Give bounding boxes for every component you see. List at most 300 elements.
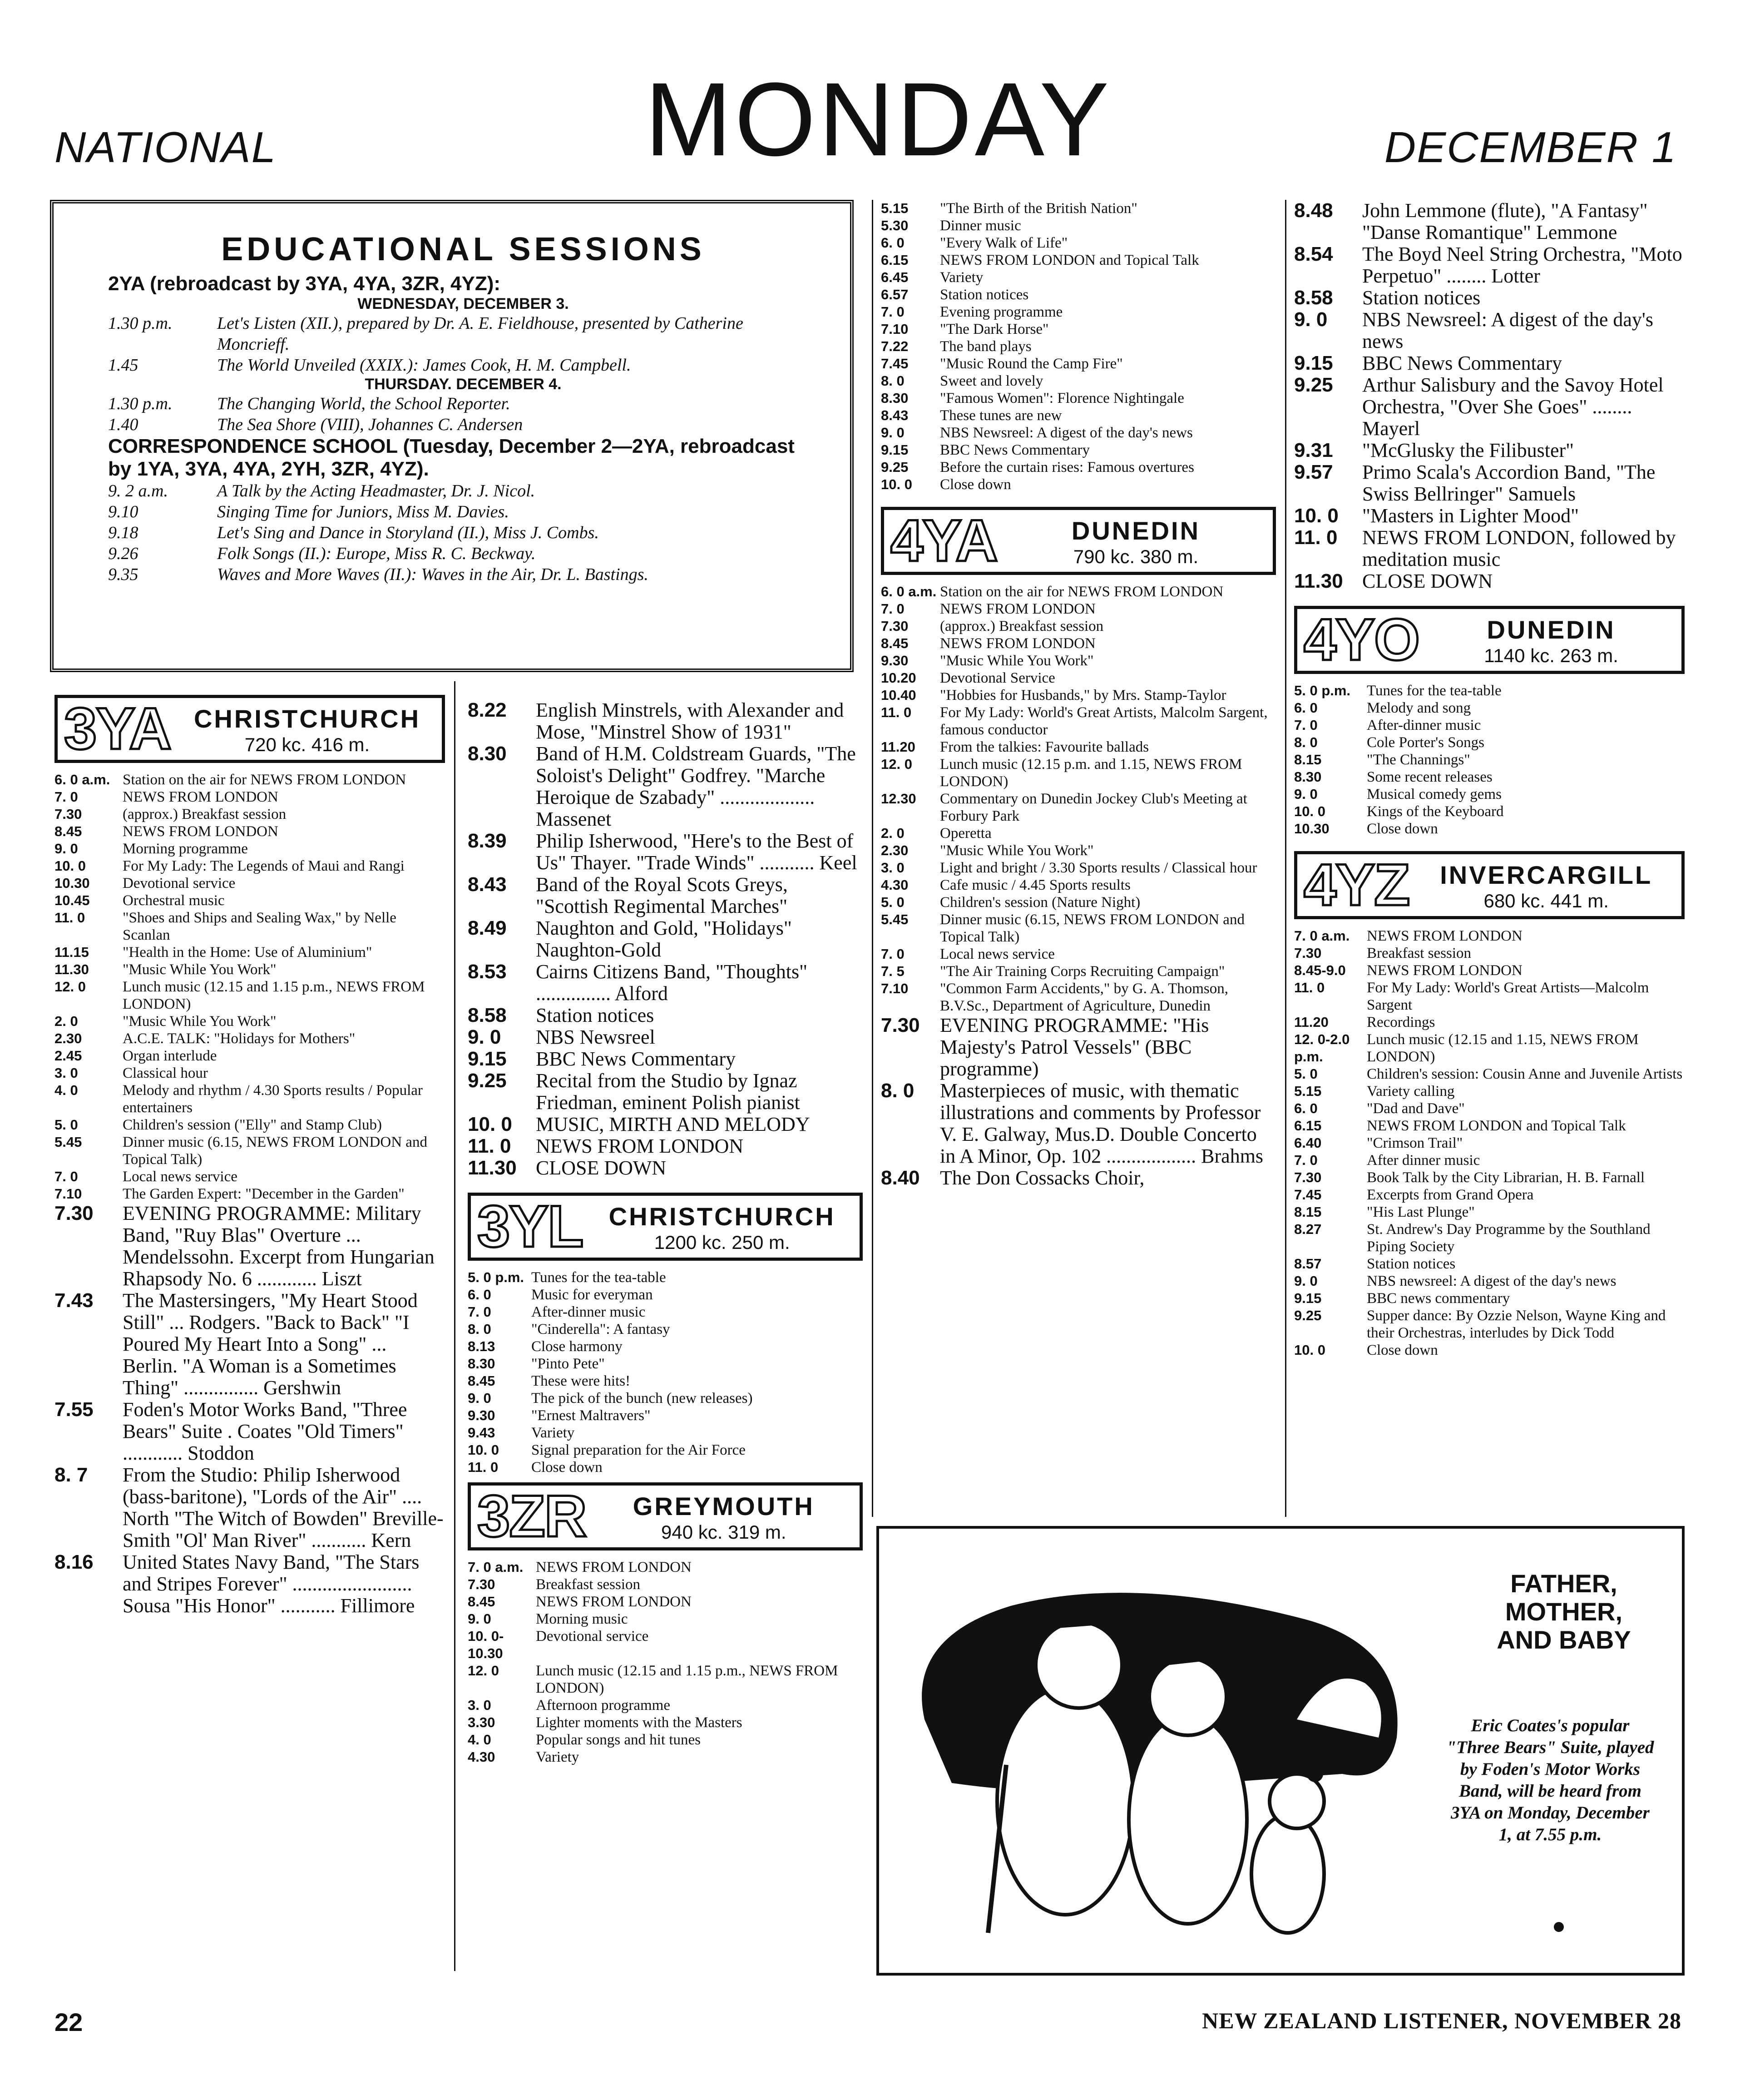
baby-bear-body: [1251, 1815, 1324, 1933]
programme-description: The World Unveiled (XXIX.): James Cook, H. M. Campbell.: [217, 356, 631, 375]
schedule-row: [881, 859, 1276, 877]
schedule-row: [468, 1286, 863, 1303]
time-slot: 9. 2 a.m.: [108, 481, 168, 500]
schedule-row: [468, 1321, 863, 1338]
programme-description: Local news service: [123, 1169, 237, 1185]
programme-description: Band of the Royal Scots Greys, "Scottish Regimental Marches": [536, 873, 788, 917]
programme-description: Commentary on Dunedin Jockey Club's Meeting at Forbury Park: [940, 791, 1247, 824]
programme-description: "Common Farm Accidents," by G. A. Thomson, B.V.Sc., Department of Agriculture, Dunedin: [940, 981, 1228, 1014]
time-slot: 8. 0: [881, 1080, 915, 1102]
programme-description: CLOSE DOWN: [1362, 570, 1493, 592]
programme-description: NBS Newsreel: A digest of the day's news: [1362, 308, 1653, 352]
programme-description: "The Birth of the British Nation": [940, 200, 1137, 217]
station-header-3zr: [468, 1482, 863, 1550]
region-label: NATIONAL: [54, 123, 277, 172]
station-city: CHRISTCHURCH: [608, 1202, 835, 1231]
time-slot: 5.15: [881, 200, 909, 216]
time-slot: 1.30 p.m.: [108, 394, 173, 413]
programme-description: Afternoon programme: [536, 1697, 670, 1714]
schedule-row: [881, 200, 1276, 217]
station-city: CHRISTCHURCH: [193, 704, 421, 733]
time-slot: 10.20: [881, 670, 916, 686]
programme-description: The Mastersingers, "My Heart Stood Still" ... Rodgers. "Back to Back" "I Poured My Heart Into a Song" ... Berlin. "A Woman is a Sometimes Thing" ............... Gershwin: [123, 1289, 418, 1399]
schedule-list-4yz: [1294, 927, 1685, 1359]
schedule-row: [1294, 962, 1685, 979]
programme-description: "The Air Training Corps Recruiting Campaign": [940, 963, 1225, 980]
time-slot: 7.30: [54, 1202, 94, 1224]
time-slot: 1.40: [108, 415, 138, 434]
time-slot: 5.45: [54, 1134, 82, 1150]
schedule-row: [54, 1134, 445, 1168]
column-rule: [454, 681, 455, 1971]
schedule-list-3yl: [468, 1269, 863, 1476]
schedule-row: [108, 480, 818, 501]
programme-description: Orchestral music: [123, 892, 225, 909]
schedule-row: [1294, 1290, 1685, 1307]
schedule-row: [468, 1441, 863, 1459]
programme-description: Dinner music (6.15, NEWS FROM LONDON and Topical Talk): [940, 911, 1245, 945]
time-slot: 10. 0-10.30: [468, 1628, 504, 1661]
schedule-row: [1294, 374, 1685, 440]
time-slot: 5. 0: [1294, 1066, 1318, 1082]
time-slot: 8.57: [1294, 1256, 1322, 1272]
programme-description: Breakfast session: [536, 1576, 641, 1593]
advert-text: Eric Coates's popular "Three Bears" Suite, played by Foden's Motor Works Band, will be heard from 3YA on Monday, December 1, at 7.55 p.m.: [1446, 1716, 1654, 1844]
time-slot: 2.30: [881, 842, 909, 858]
schedule-row: [881, 618, 1276, 635]
programme-description: Melody and song: [1367, 700, 1471, 716]
time-slot: 9.25: [881, 459, 909, 475]
schedule-row: [881, 338, 1276, 355]
schedule-row: [54, 857, 445, 875]
time-slot: 8.40: [881, 1167, 920, 1189]
programme-description: Popular songs and hit tunes: [536, 1732, 701, 1748]
schedule-row: [1294, 527, 1685, 570]
schedule-row: [1294, 717, 1685, 734]
programme-description: EVENING PROGRAMME: Military Band, "Ruy Blas" Overture ... Mendelssohn. Excerpt from Hungarian Rhapsody No. 6 ............ Liszt: [123, 1202, 435, 1290]
programme-description: Close harmony: [531, 1338, 623, 1355]
time-slot: 4.30: [468, 1749, 495, 1765]
time-slot: 9. 0: [1294, 308, 1328, 331]
station-city: INVERCARGILL: [1440, 861, 1653, 889]
time-slot: 8. 0: [881, 373, 905, 389]
time-slot: 8.49: [468, 917, 507, 939]
programme-description: Foden's Motor Works Band, "Three Bears" Suite . Coates "Old Timers" ............ Stoddon: [123, 1398, 407, 1464]
station-frequency: 1200 kc. 250 m.: [654, 1232, 790, 1253]
programme-description: "Music While You Work": [940, 653, 1094, 669]
programme-description: Operetta: [940, 825, 992, 842]
time-slot: 10. 0: [468, 1113, 512, 1135]
programme-description: (approx.) Breakfast session: [123, 806, 287, 822]
publication-footer: NEW ZEALAND LISTENER, NOVEMBER 28: [1202, 2008, 1681, 2033]
schedule-row: [1294, 287, 1685, 309]
schedule-row: [881, 790, 1276, 825]
station-logo: 4YA: [890, 507, 997, 574]
schedule-row: [468, 961, 863, 1005]
time-slot: 9. 0: [468, 1611, 491, 1627]
programme-description: Close down: [531, 1459, 603, 1476]
time-slot: 7. 0: [468, 1304, 491, 1320]
schedule-list-3zr: [468, 1559, 863, 1766]
schedule-row: [881, 1167, 1276, 1189]
programme-description: "Crimson Trail": [1367, 1135, 1463, 1151]
schedule-row: [881, 303, 1276, 321]
programme-description: NEWS FROM LONDON: [1367, 928, 1523, 944]
schedule-row: [1294, 1273, 1685, 1290]
programme-description: For My Lady: World's Great Artists—Malcolm Sargent: [1367, 980, 1649, 1013]
time-slot: 7. 0: [881, 601, 905, 617]
station-city: GREYMOUTH: [633, 1492, 815, 1521]
schedule-row: [468, 1697, 863, 1714]
schedule-row: [881, 252, 1276, 269]
programme-description: Morning music: [536, 1611, 628, 1627]
mother-bear-body: [1129, 1715, 1247, 1924]
schedule-row: [468, 1731, 863, 1748]
time-slot: 6. 0: [1294, 700, 1318, 716]
schedule-list-4yo: [1294, 682, 1685, 837]
schedule-row: [468, 1610, 863, 1628]
time-slot: 10. 0: [1294, 1342, 1325, 1358]
schedule-row: [468, 1424, 863, 1441]
three-bears-illustration: [897, 1547, 1419, 1956]
schedule-list-3ya-evening: [54, 1203, 445, 1617]
schedule-row: [54, 1013, 445, 1030]
time-slot: 7.30: [881, 618, 909, 634]
schedule-row: [1294, 1117, 1685, 1134]
schedule-row: [1294, 1169, 1685, 1186]
schedule-row: [881, 269, 1276, 286]
programme-description: Excerpts from Grand Opera: [1367, 1187, 1534, 1203]
advert-title: FATHER, MOTHER, AND BABY: [1497, 1569, 1631, 1654]
schedule-row: [1294, 979, 1685, 1014]
time-slot: 3.30: [468, 1714, 495, 1730]
schedule-row: [468, 1269, 863, 1286]
programme-description: BBC News Commentary: [536, 1048, 736, 1070]
schedule-list-3ya-cont: [468, 699, 863, 1179]
time-slot: 11.20: [1294, 1014, 1329, 1030]
programme-description: Recordings: [1367, 1014, 1435, 1030]
time-slot: 8.27: [1294, 1221, 1322, 1237]
time-slot: 11.15: [54, 944, 89, 960]
schedule-row: [881, 286, 1276, 303]
schedule-row: [1294, 682, 1685, 699]
programme-description: Before the curtain rises: Famous overtures: [940, 459, 1194, 475]
programme-description: NEWS FROM LONDON: [940, 601, 1096, 617]
time-slot: 8.30: [1294, 769, 1322, 785]
time-slot: 8.45-9.0: [1294, 962, 1346, 978]
programme-description: Melody and rhythm / 4.30 Sports results / Popular entertainers: [123, 1082, 423, 1116]
schedule-row: [881, 963, 1276, 980]
station-logo: 3YA: [64, 695, 171, 762]
programme-description: Children's session ("Elly" and Stamp Club): [123, 1117, 382, 1133]
programme-description: John Lemmone (flute), "A Fantasy" "Danse Romantique" Lemmone: [1362, 199, 1648, 243]
programme-description: "Music While You Work": [123, 1013, 277, 1030]
time-slot: 7.10: [881, 321, 909, 337]
programme-description: St. Andrew's Day Programme by the Southland Piping Society: [1367, 1221, 1651, 1255]
programme-description: Music for everyman: [531, 1287, 653, 1303]
baby-bear-head: [1270, 1774, 1324, 1828]
schedule-row: [108, 522, 818, 543]
time-slot: 6. 0: [881, 235, 905, 251]
time-slot: 7.10: [54, 1186, 82, 1202]
schedule-row: [54, 823, 445, 840]
station-frequency: 790 kc. 380 m.: [1073, 546, 1199, 567]
programme-description: Station on the air for NEWS FROM LONDON: [940, 584, 1224, 600]
programme-description: "The Channings": [1367, 752, 1470, 768]
programme-description: Cole Porter's Songs: [1367, 734, 1484, 751]
schedule-row: [881, 894, 1276, 911]
schedule-row: [54, 1551, 445, 1617]
schedule-row: [1294, 1152, 1685, 1169]
time-slot: 8.15: [1294, 752, 1322, 768]
schedule-row: [54, 961, 445, 978]
programme-description: Dinner music (6.15, NEWS FROM LONDON and Topical Talk): [123, 1134, 427, 1168]
time-slot: 9. 0: [1294, 1273, 1318, 1289]
correspondence-heading: CORRESPONDENCE SCHOOL (Tuesday, December 2—2YA, rebroadcast by 1YA, 3YA, 4YA, 2YH, 3ZR, 4YZ).: [108, 435, 795, 480]
column-3ya: [54, 690, 445, 1617]
time-slot: 9.31: [1294, 439, 1333, 461]
schedule-row: [1294, 1204, 1685, 1221]
time-slot: 12. 0-2.0 p.m.: [1294, 1031, 1350, 1065]
schedule-row: [1294, 1100, 1685, 1117]
programme-description: "McGlusky the Filibuster": [1362, 439, 1574, 461]
time-slot: 5. 0 p.m.: [468, 1269, 524, 1285]
schedule-list-3ya: [54, 771, 445, 1203]
schedule-row: [881, 635, 1276, 652]
schedule-row: [1294, 505, 1685, 527]
programme-description: Tunes for the tea-table: [531, 1269, 666, 1286]
programme-description: These tunes are new: [940, 407, 1062, 424]
schedule-row: [881, 441, 1276, 459]
time-slot: 8.53: [468, 961, 507, 983]
schedule-row: [468, 743, 863, 830]
programme-description: Station on the air for NEWS FROM LONDON: [123, 772, 406, 788]
time-slot: 4. 0: [54, 1082, 78, 1098]
programme-description: Waves and More Waves (II.): Waves in the Air, Dr. L. Bastings.: [217, 565, 648, 584]
time-slot: 10.45: [54, 892, 90, 908]
time-slot: 7.22: [881, 338, 909, 354]
time-slot: 9.26: [108, 544, 138, 563]
schedule-row: [1294, 1186, 1685, 1204]
time-slot: 8.45: [54, 823, 82, 839]
time-slot: 7. 0 a.m.: [468, 1559, 524, 1575]
programme-description: Station notices: [536, 1004, 654, 1026]
time-slot: 9. 0: [881, 425, 905, 441]
programme-description: A Talk by the Acting Headmaster, Dr. J. Nicol.: [217, 481, 535, 500]
time-slot: 5.15: [1294, 1083, 1322, 1099]
schedule-row: [1294, 699, 1685, 717]
programme-description: Some recent releases: [1367, 769, 1493, 785]
programme-description: Lunch music (12.15 p.m. and 1.15, NEWS FROM LONDON): [940, 756, 1242, 790]
programme-description: After-dinner music: [531, 1304, 646, 1320]
programme-description: BBC News Commentary: [940, 442, 1090, 458]
programme-description: Close down: [940, 476, 1011, 493]
programme-description: The Changing World, the School Reporter.: [217, 394, 510, 413]
programme-description: Kings of the Keyboard: [1367, 803, 1504, 820]
educational-subheading: 2YA (rebroadcast by 3YA, 4YA, 3ZR, 4YZ):: [108, 272, 501, 295]
column-rule: [1285, 200, 1286, 1517]
time-slot: 7.30: [54, 806, 82, 822]
time-slot: 9. 0: [468, 1026, 501, 1048]
programme-description: Station notices: [1367, 1256, 1456, 1272]
programme-description: NEWS FROM LONDON: [536, 1594, 692, 1610]
time-slot: 6. 0: [1294, 1100, 1318, 1116]
father-bear-head: [1036, 1622, 1122, 1708]
schedule-row: [1294, 751, 1685, 768]
time-slot: 8. 0: [1294, 734, 1318, 750]
schedule-row: [54, 892, 445, 909]
schedule-row: [881, 825, 1276, 842]
programme-description: Philip Isherwood, "Here's to the Best of Us" Thayer. "Trade Winds" ........... Keel: [536, 830, 857, 874]
time-slot: 9.35: [108, 565, 138, 584]
schedule-row: [1294, 309, 1685, 352]
time-slot: 6.57: [881, 287, 909, 302]
time-slot: 7.55: [54, 1398, 94, 1421]
programme-description: Evening programme: [940, 304, 1063, 320]
programme-description: NEWS FROM LONDON: [536, 1559, 692, 1575]
schedule-row: [1294, 1221, 1685, 1255]
programme-description: Cairns Citizens Band, "Thoughts" ............... Alford: [536, 961, 808, 1005]
time-slot: 7.10: [881, 981, 909, 996]
programme-description: NBS Newsreel: A digest of the day's news: [940, 425, 1193, 441]
schedule-row: [1294, 440, 1685, 461]
time-slot: 6.40: [1294, 1135, 1322, 1151]
time-slot: 6.45: [881, 269, 909, 285]
programme-description: NEWS FROM LONDON: [940, 635, 1096, 652]
schedule-row: [881, 1015, 1276, 1080]
schedule-row: [468, 1355, 863, 1372]
page-number: 22: [54, 2008, 83, 2036]
time-slot: 7.30: [1294, 1169, 1322, 1185]
time-slot: 10. 0: [1294, 505, 1339, 527]
programme-description: "Hobbies for Husbands," by Mrs. Stamp-Taylor: [940, 687, 1226, 703]
bullet-dot: [1554, 1922, 1564, 1932]
programme-description: Naughton and Gold, "Holidays" Naughton-Gold: [536, 917, 792, 961]
time-slot: 5. 0: [54, 1117, 78, 1133]
time-slot: 8.48: [1294, 199, 1333, 222]
time-slot: 11. 0: [468, 1135, 511, 1157]
schedule-row: [881, 946, 1276, 963]
programme-description: Variety: [536, 1749, 579, 1765]
station-header-3yl: [468, 1193, 863, 1261]
edu-list-2: [108, 393, 818, 435]
schedule-row: [468, 1593, 863, 1610]
schedule-row: [54, 1082, 445, 1116]
schedule-row: [54, 1030, 445, 1047]
programme-description: Musical comedy gems: [1367, 786, 1502, 802]
programme-description: Folk Songs (II.): Europe, Miss R. C. Beckway.: [217, 544, 536, 563]
programme-description: Cafe music / 4.45 Sports results: [940, 877, 1131, 893]
time-slot: 5.45: [881, 911, 909, 927]
programme-description: "Music While You Work": [940, 842, 1094, 859]
time-slot: 12. 0: [468, 1663, 499, 1679]
schedule-row: [468, 1070, 863, 1114]
schedule-row: [468, 1390, 863, 1407]
programme-description: Recital from the Studio by Ignaz Friedman, eminent Polish pianist: [536, 1070, 800, 1114]
schedule-row: [1294, 1014, 1685, 1031]
time-slot: 9.10: [108, 502, 138, 521]
schedule-row: [881, 738, 1276, 756]
programme-description: "The Dark Horse": [940, 321, 1049, 337]
programme-description: NBS Newsreel: [536, 1026, 655, 1048]
schedule-row: [108, 393, 818, 414]
schedule-row: [881, 600, 1276, 618]
programme-description: NEWS FROM LONDON: [1367, 962, 1523, 979]
schedule-row: [468, 699, 863, 743]
time-slot: 8.54: [1294, 243, 1333, 265]
schedule-row: [468, 1157, 863, 1179]
programme-description: These were hits!: [531, 1373, 631, 1389]
programme-description: For My Lady: World's Great Artists, Malcolm Sargent, famous conductor: [940, 704, 1268, 738]
page-title: MONDAY: [645, 61, 1112, 178]
time-slot: 6.15: [881, 252, 909, 268]
programme-description: A.C.E. TALK: "Holidays for Mothers": [123, 1030, 356, 1047]
baby-cap: [1307, 1766, 1323, 1782]
schedule-row: [468, 1372, 863, 1390]
schedule-row: [468, 917, 863, 961]
time-slot: 11.30: [1294, 570, 1343, 592]
column-3: [881, 200, 1276, 1189]
time-slot: 12.30: [881, 791, 916, 807]
station-header-3ya: [54, 695, 445, 763]
time-slot: 9.15: [881, 442, 909, 458]
edu-list-3: [108, 480, 818, 585]
time-slot: 5. 0: [881, 894, 905, 910]
time-slot: 7. 0: [54, 789, 78, 805]
programme-description: Lunch music (12.15 and 1.15 p.m., NEWS FROM LONDON): [123, 979, 425, 1012]
schedule-row: [468, 830, 863, 874]
time-slot: 8.43: [468, 873, 507, 896]
time-slot: 4. 0: [468, 1732, 491, 1748]
schedule-row: [1294, 1342, 1685, 1359]
programme-description: "Masters in Lighter Mood": [1362, 505, 1579, 527]
schedule-row: [54, 1065, 445, 1082]
time-slot: 7. 0: [1294, 717, 1318, 733]
programme-description: "Music Round the Camp Fire": [940, 356, 1123, 372]
station-logo: 3ZR: [477, 1483, 586, 1549]
educational-title: EDUCATIONAL SESSIONS: [221, 231, 705, 267]
time-slot: 8.58: [468, 1004, 507, 1026]
time-slot: 9. 0: [1294, 786, 1318, 802]
station-frequency: 720 kc. 416 m.: [244, 734, 370, 755]
programme-description: "Every Walk of Life": [940, 235, 1068, 251]
time-slot: 9.25: [468, 1070, 507, 1092]
schedule-row: [1294, 786, 1685, 803]
time-slot: 2.45: [54, 1048, 82, 1064]
time-slot: 10. 0: [468, 1442, 499, 1458]
station-city: DUNEDIN: [1071, 516, 1201, 545]
schedule-row: [468, 1559, 863, 1576]
time-slot: 11. 0: [54, 910, 85, 926]
father-bear-body: [997, 1688, 1133, 1915]
schedule-list-4ya: [881, 583, 1276, 1015]
station-logo: 3YL: [477, 1193, 583, 1259]
schedule-row: [54, 788, 445, 806]
schedule-row: [54, 875, 445, 892]
time-slot: 8.22: [468, 699, 507, 721]
programme-description: NEWS FROM LONDON and Topical Talk: [940, 252, 1199, 268]
schedule-list-4ya-cont: [1294, 200, 1685, 592]
schedule-row: [1294, 200, 1685, 243]
time-slot: 9. 0: [468, 1390, 491, 1406]
schedule-row: [881, 652, 1276, 669]
schedule-row: [1294, 243, 1685, 287]
time-slot: 7. 0: [881, 946, 905, 962]
time-slot: 10. 0: [881, 476, 912, 492]
schedule-row: [1294, 1083, 1685, 1100]
programme-description: BBC News Commentary: [1362, 352, 1562, 374]
programme-description: "Dad and Dave": [1367, 1100, 1465, 1117]
